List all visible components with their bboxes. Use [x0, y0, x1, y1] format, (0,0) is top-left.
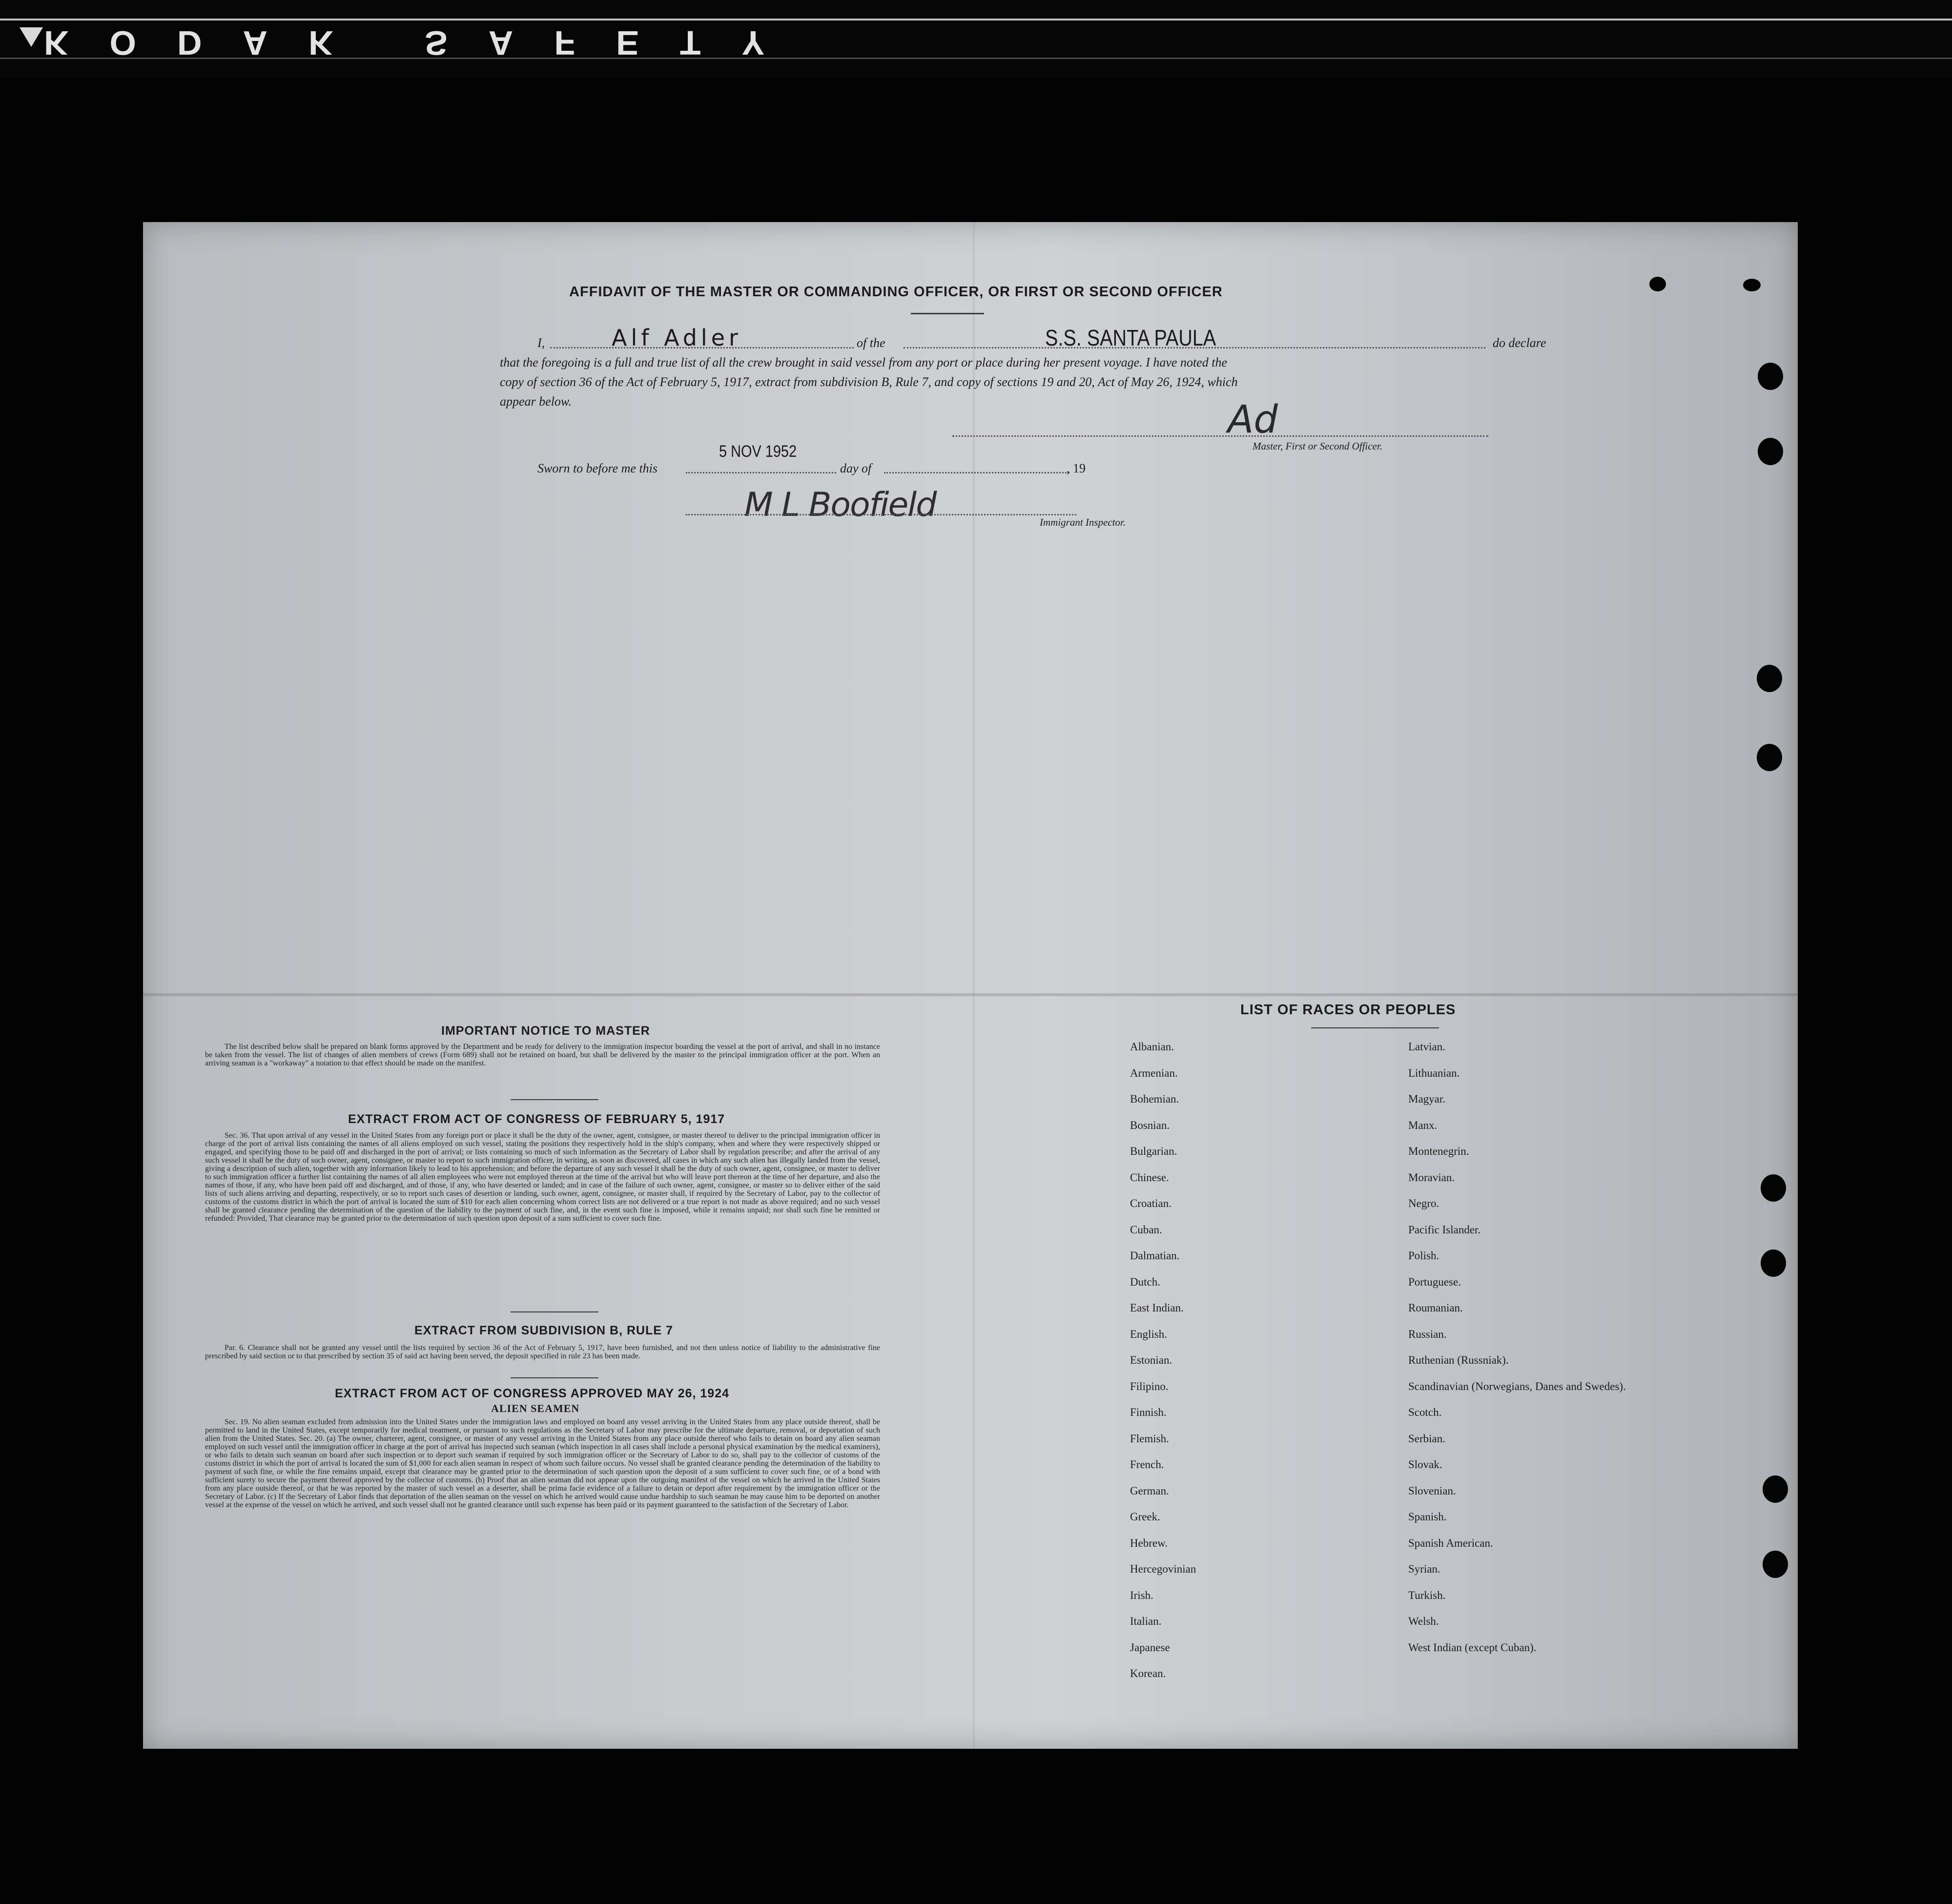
races-list-left — [1130, 1040, 1335, 1693]
master-signature: Ad — [1228, 398, 1278, 442]
section-divider — [511, 1311, 598, 1312]
race-item: Pacific Islander. — [1408, 1223, 1481, 1236]
race-item: Roumanian. — [1408, 1302, 1463, 1314]
sworn-prefix: Sworn to before me this — [537, 461, 658, 475]
race-item: West Indian (except Cuban). — [1408, 1641, 1537, 1654]
race-item: Greek. — [1130, 1511, 1160, 1523]
sworn-date-stamp: 5 NOV 1952 — [719, 442, 797, 461]
race-item: Spanish American. — [1408, 1536, 1493, 1549]
race-item: Syrian. — [1408, 1563, 1440, 1575]
race-item: Slovak. — [1408, 1458, 1442, 1471]
race-item: Negro. — [1408, 1197, 1439, 1209]
race-item: Japanese — [1130, 1641, 1170, 1654]
notice-text: The list described below shall be prepared on blank forms approved by the Department and be ready for delivery to the immigration inspector boarding the vessel at the port of arrival, and shall in no instance be taken from the vessel. The list of changes of alien members of crews (Form 689) shall not be retained on board, but shall be delivered by the master to the principal immigration officer at the port. When an arriving seaman is a "workaway" a notation to that effect should be made on the manifest. — [205, 1043, 880, 1067]
title-underline — [911, 313, 984, 314]
race-item: Welsh. — [1408, 1615, 1439, 1627]
punch-hole-icon — [1761, 1174, 1786, 1202]
sworn-month-line — [884, 472, 1069, 473]
race-item: Scotch. — [1408, 1406, 1442, 1418]
race-item: Serbian. — [1408, 1432, 1446, 1445]
race-item: Moravian. — [1408, 1171, 1455, 1184]
race-item: Chinese. — [1130, 1171, 1169, 1184]
race-item: Montenegrin. — [1408, 1145, 1469, 1157]
vessel-name: S.S. SANTA PAULA — [1045, 325, 1216, 350]
punch-hole-icon — [1761, 1249, 1786, 1277]
race-item: Scandinavian (Norwegians, Danes and Swedes). — [1408, 1380, 1626, 1392]
race-item: German. — [1130, 1484, 1169, 1497]
act-1924-subtitle: ALIEN SEAMEN — [491, 1402, 580, 1414]
race-item: Hercegovinian — [1130, 1563, 1196, 1575]
punch-hole-icon — [1757, 665, 1782, 692]
races-title-underline — [1311, 1027, 1439, 1028]
punch-hole-icon — [1649, 277, 1666, 291]
master-signature-line — [952, 435, 1488, 437]
race-item: Bosnian. — [1130, 1119, 1170, 1131]
affidavit-body-line-2: copy of section 36 of the Act of February 5, 1917, extract from subdivision B, Rule 7, and copy of sections 19 and 20, Act of May 26, 1924, which — [500, 375, 1238, 389]
year-prefix: , 19 — [1067, 461, 1086, 475]
officer-name-line — [550, 347, 854, 348]
punch-hole-icon — [1763, 1475, 1788, 1503]
race-item: Albanian. — [1130, 1041, 1174, 1053]
act-1917-title: EXTRACT FROM ACT OF CONGRESS OF FEBRUARY 5, 1917 — [348, 1112, 725, 1126]
race-item: Slovenian. — [1408, 1484, 1456, 1497]
race-item: Russian. — [1408, 1328, 1447, 1340]
race-item: Bulgarian. — [1130, 1145, 1177, 1157]
race-item: Croatian. — [1130, 1197, 1171, 1209]
race-item: Polish. — [1408, 1249, 1439, 1262]
section-divider — [511, 1099, 598, 1100]
race-item: French. — [1130, 1458, 1164, 1471]
notice-title: IMPORTANT NOTICE TO MASTER — [441, 1024, 650, 1038]
inspector-signature-line — [686, 514, 1076, 515]
act-1917-text: Sec. 36. That upon arrival of any vessel in the United States from any foreign port or place it shall be the duty of the owner, agent, consignee, or master thereof to deliver to the principal immigration officer in charge of the port of arrival lists containing the names of all aliens employed on such vessel, stating the positions they respectively hold in the ship's company, when and where they were respectively shipped or engaged, and specifying those to be paid off and discharged in the port of arrival; or lists containing so much of such information as the Secretary of Labor shall by regulation prescribe; and after the arrival of any such vessel it shall be the duty of such owner, agent, consignee, or master to report to such immigration officer, in writing, as soon as discovered, all cases in which any such alien has illegally landed from the vessel, giving a description of such alien, together with any information likely to lead to his apprehension; and before the departure of any such vessel it shall be the duty of such owner, agent, consignee, or master to deliver to such immigration officer a further list containing the names of all alien employees who were not employed thereon at the time of the arrival but who will leave port thereon at the time of her departure, and also the names of those, if any, who have been paid off and discharged, and of those, if any, who have deserted or landed; and in case of the failure of such owner, agent, consignee, or master so to deliver either of the said lists of such aliens arriving and departing, respectively, or so to report such cases of desertion or landing, such owner, agent, consignee, or master shall, if required by the Secretary of Labor, pay to the collector of customs of the customs district in which the port of arrival is located the sum of $10 for each alien concerning whom correct lists are not delivered or a true report is not made as above required; and no such vessel shall be granted clearance pending the determination of the question of the liability to the payment of such fine, and, in the event such fine is imposed, while it remains unpaid; nor shall such fine be remitted or refunded: Provided, That clearance may be granted prior to the determination of such question upon deposit of a sum sufficient to cover such fine. — [205, 1131, 880, 1223]
race-item: Korean. — [1130, 1667, 1166, 1679]
affidavit-sheet — [143, 222, 1798, 1749]
section-divider — [511, 1377, 598, 1378]
race-item: Manx. — [1408, 1119, 1438, 1131]
race-item: Portuguese. — [1408, 1275, 1461, 1288]
inspector-signature: M L Boofield — [744, 486, 936, 524]
race-item: English. — [1130, 1328, 1168, 1340]
affidavit-body-line-1: that the foregoing is a full and true list of all the crew brought in said vessel from any port or place during her present voyage. I have noted the — [500, 355, 1227, 369]
race-item: Cuban. — [1130, 1223, 1162, 1236]
vessel-name-line — [904, 347, 1485, 348]
fold-line — [973, 222, 975, 1749]
fold-line — [143, 993, 1798, 996]
film-edge-label: KODAK SAFETY — [44, 24, 806, 62]
of-the-label: of the — [857, 336, 885, 350]
punch-hole-icon — [1758, 438, 1783, 465]
race-item: Italian. — [1130, 1615, 1162, 1627]
race-item: Bohemian. — [1130, 1093, 1179, 1105]
declarant-pronoun: I, — [537, 336, 545, 350]
master-caption: Master, First or Second Officer. — [1253, 440, 1382, 452]
race-item: Magyar. — [1408, 1093, 1446, 1105]
races-list-right — [1408, 1040, 1643, 1666]
race-item: East Indian. — [1130, 1302, 1184, 1314]
punch-hole-icon — [1743, 279, 1761, 291]
affidavit-title: AFFIDAVIT OF THE MASTER OR COMMANDING OFFICER, OR FIRST OR SECOND OFFICER — [569, 284, 1223, 300]
race-item: Lithuanian. — [1408, 1066, 1460, 1079]
punch-hole-icon — [1763, 1551, 1788, 1578]
race-item: Latvian. — [1408, 1041, 1445, 1053]
film-edge-strip — [0, 0, 1952, 78]
race-item: Flemish. — [1130, 1432, 1169, 1445]
sworn-day-line — [686, 472, 836, 473]
race-item: Finnish. — [1130, 1406, 1167, 1418]
triangle-marker-icon — [20, 27, 43, 47]
punch-hole-icon — [1758, 363, 1783, 390]
affidavit-body-line-3: appear below. — [500, 394, 572, 409]
race-item: Turkish. — [1408, 1589, 1446, 1601]
race-item: Hebrew. — [1130, 1536, 1168, 1549]
race-item: Dalmatian. — [1130, 1249, 1180, 1262]
inspector-caption: Immigrant Inspector. — [1040, 516, 1126, 528]
day-of-label: day of — [840, 461, 872, 475]
act-1924-title: EXTRACT FROM ACT OF CONGRESS APPROVED MAY 26, 1924 — [335, 1387, 730, 1400]
race-item: Spanish. — [1408, 1511, 1447, 1523]
race-item: Estonian. — [1130, 1354, 1172, 1366]
race-item: Ruthenian (Russniak). — [1408, 1354, 1509, 1366]
races-title: LIST OF RACES OR PEOPLES — [1240, 1002, 1456, 1018]
punch-hole-icon — [1757, 744, 1782, 771]
do-declare-label: do declare — [1493, 336, 1546, 350]
race-item: Irish. — [1130, 1589, 1153, 1601]
act-1924-text: Sec. 19. No alien seaman excluded from admission into the United States under the immigration laws and employed on board any vessel arriving in the United States from any place outside thereof, shall be permitted to land in the United States, except temporarily for medical treatment, or pursuant to such regulations as the Secretary of Labor may prescribe for the ultimate departure, removal, or deportation of such alien from the United States. Sec. 20. (a) The owner, charterer, agent, consignee, or master of any vessel arriving in the United States from any place outside thereof who fails to detain on board any alien seaman employed on such vessel until the immigration officer in charge at the port of arrival has inspected such seaman (which inspection in all cases shall include a personal physical examination by the medical examiners), or who fails to detain such seaman on board after such inspection or to deport such seaman if required by such immigration officer or the Secretary of Labor to do so, shall pay to the collector of customs of the customs district in which the port of arrival is located the sum of $1,000 for each alien seaman in respect of whom such failure occurs. No vessel shall be granted clearance pending the determination of the liability to payment of such fine, or while the fine remains unpaid, except that clearance may be granted prior to the determination of such question upon the deposit of a sum sufficient to cover such fine, or of a bond with sufficient surety to secure the payment thereof approved by the collector of customs. (b) Proof that an alien seaman did not appear upon the outgoing manifest of the vessel on which he arrived in the United States from any place outside thereof, or that he was reported by the master of such vessel as a deserter, shall be prima facie evidence of a failure to detain or deport after requirement by the immigration officer or the Secretary of Labor. (c) If the Secretary of Labor finds that deportation of the alien seaman on the vessel on which he arrived would cause undue hardship to such seaman he may cause him to be deported on another vessel at the expense of the vessel on which he arrived, and such vessel shall not be granted clearance until such expense has been paid or its payment guaranteed to the satisfaction of the Secretary of Labor. — [205, 1418, 880, 1509]
officer-name: Alf Adler — [612, 325, 742, 351]
race-item: Filipino. — [1130, 1380, 1169, 1392]
rule-7-text: Par. 6. Clearance shall not be granted any vessel until the lists required by section 36 of the Act of February 5, 1917, have been furnished, and not then unless notice of liability to the administrative fine prescribed by said section or to that prescribed by section 35 of said act having been served, the deposit specified in rule 23 has been made. — [205, 1344, 880, 1360]
rule-7-title: EXTRACT FROM SUBDIVISION B, RULE 7 — [414, 1324, 673, 1337]
race-item: Armenian. — [1130, 1066, 1178, 1079]
film-edge-line — [0, 19, 1952, 20]
race-item: Dutch. — [1130, 1275, 1160, 1288]
